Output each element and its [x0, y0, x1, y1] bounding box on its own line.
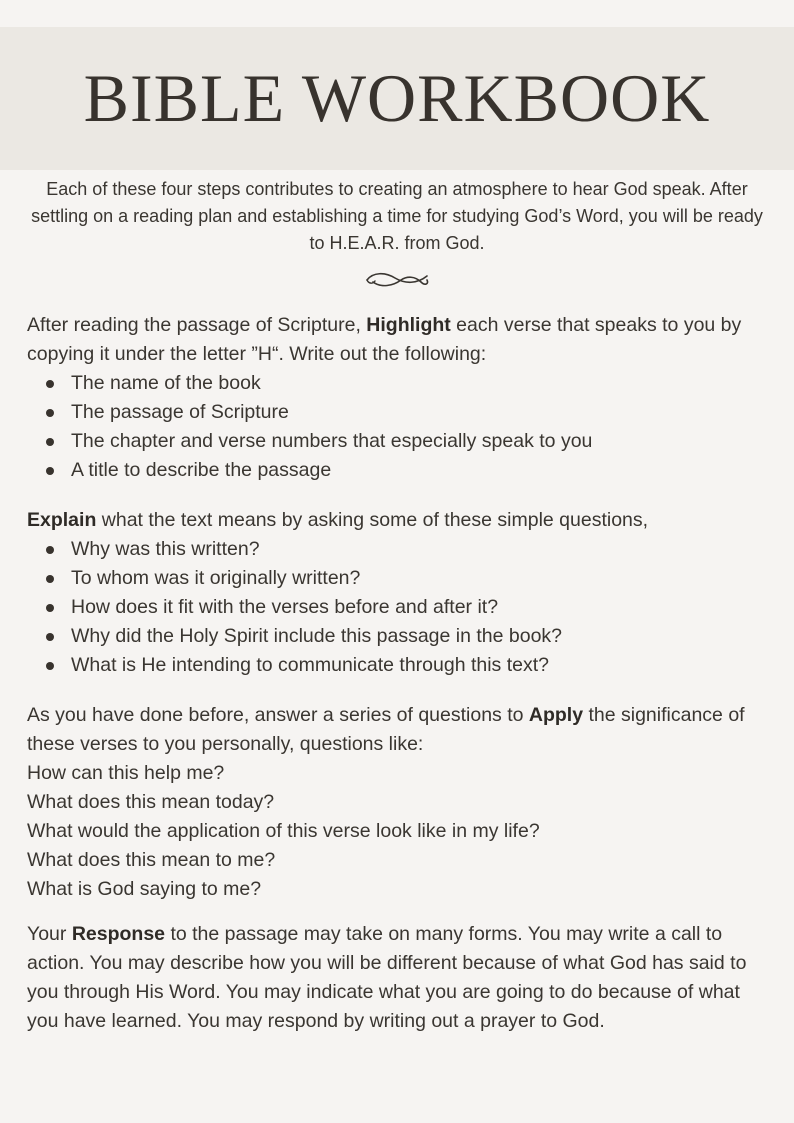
explain-list — [27, 535, 767, 680]
apply-question: How can this help me? — [27, 762, 225, 784]
highlight-list — [27, 369, 767, 485]
response-paragraph: Your Response to the passage may take on many forms. You may write a call to action. You may describe how you will be different because of what God has said to you through His Word. You may indicate what you are going to do because of what you have learned. You may respond by writing out a prayer to God. — [27, 923, 747, 1032]
apply-question: What is God saying to me? — [27, 878, 262, 900]
apply-question: What does this mean to me? — [27, 849, 276, 871]
explain-keyword: Explain — [27, 509, 97, 531]
list-item: How does it fit with the verses before and after it? — [27, 593, 767, 622]
list-item: What is He intending to communicate through this text? — [27, 651, 767, 680]
header-band — [0, 27, 794, 170]
apply-paragraph: As you have done before, answer a series of questions to Apply the significance of these verses to you personally, questions like: — [27, 704, 745, 755]
explain-paragraph: Explain what the text means by asking some of these simple questions, — [27, 509, 649, 531]
list-item: The name of the book — [27, 369, 767, 398]
apply-question: What does this mean today? — [27, 791, 275, 813]
intro-text: Each of these four steps contributes to creating an atmosphere to hear God speak. After settling on a reading plan and establishing a time for studying God’s Word, you will be ready to H.E.A.R. from God. — [31, 179, 763, 253]
list-item: Why did the Holy Spirit include this passage in the book? — [27, 622, 767, 651]
intro-block — [27, 176, 767, 257]
apply-question: What would the application of this verse look like in my life? — [27, 820, 540, 842]
list-item: The passage of Scripture — [27, 398, 767, 427]
swirl-divider-icon — [363, 264, 431, 292]
apply-keyword: Apply — [528, 704, 584, 726]
top-margin — [0, 0, 794, 27]
page-title: BIBLE WORKBOOK — [83, 60, 711, 136]
response-keyword: Response — [71, 923, 166, 945]
highlight-paragraph: After reading the passage of Scripture, Highlight each verse that speaks to you by copying it under the letter ”H“. Write out the following: — [27, 314, 742, 365]
list-item: To whom was it originally written? — [27, 564, 767, 593]
list-item: The chapter and verse numbers that especially speak to you — [27, 427, 767, 456]
body-content — [0, 292, 794, 1036]
highlight-keyword: Highlight — [366, 314, 451, 336]
list-item: A title to describe the passage — [27, 456, 767, 485]
list-item: Why was this written? — [27, 535, 767, 564]
